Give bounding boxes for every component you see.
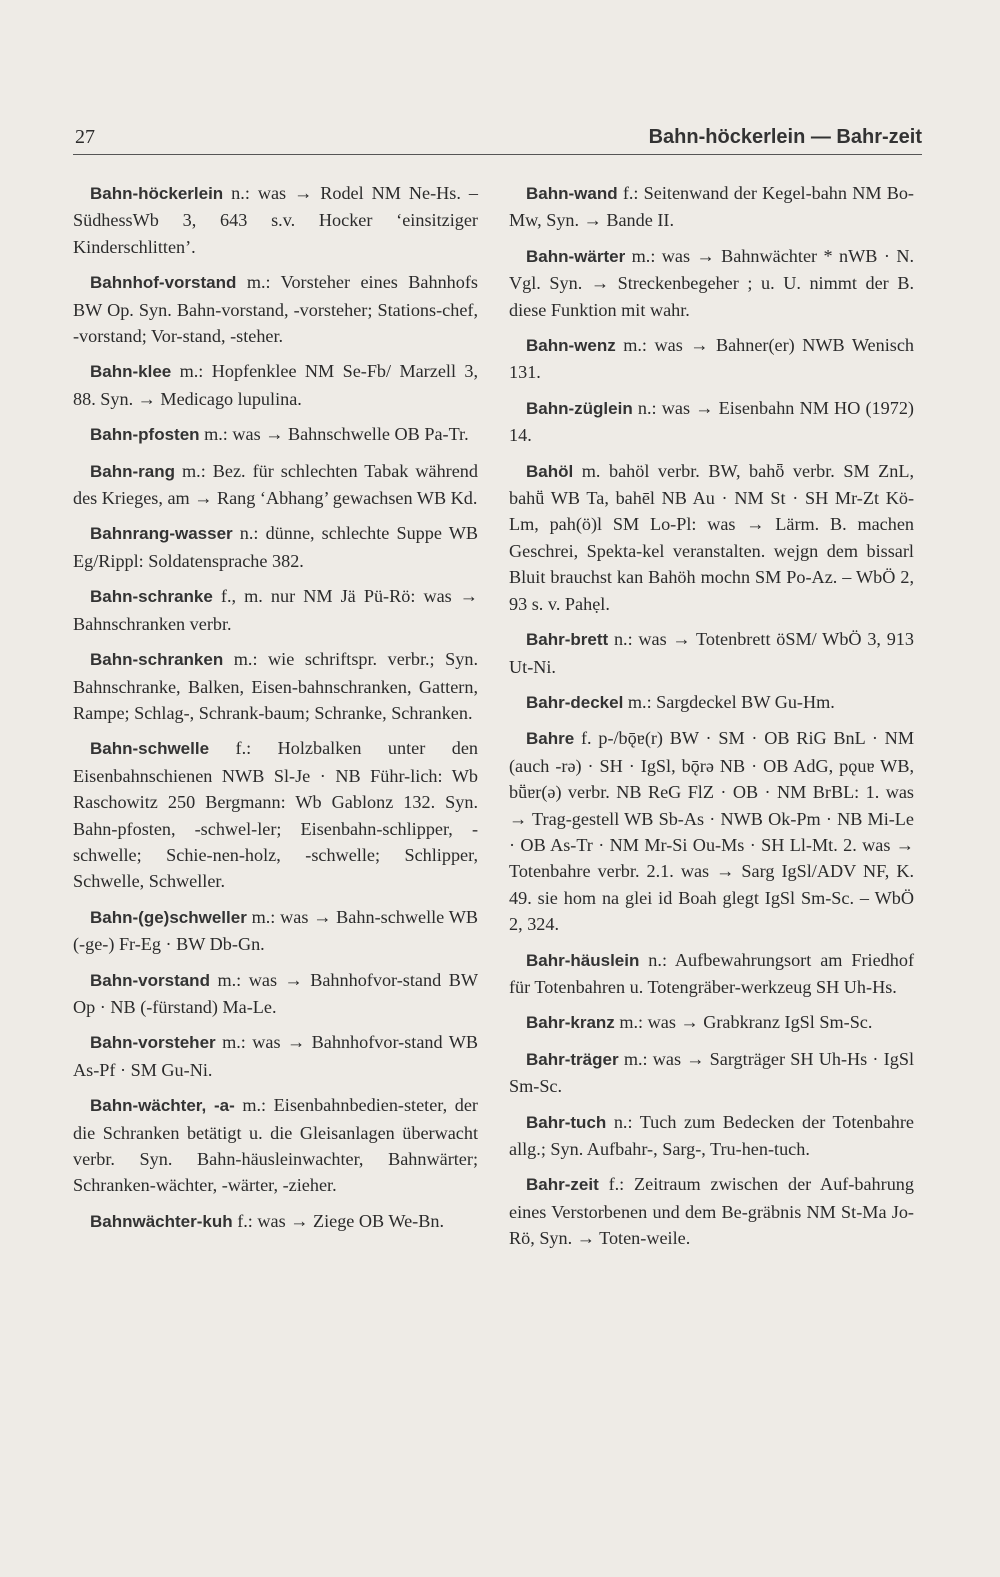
entry-text: m.: was → Bahnhofvor-stand WB As-Pf · SM Gu-Ni. <box>73 1032 479 1080</box>
dictionary-entry <box>73 421 478 448</box>
entry-headword: Bahn-züglein <box>526 398 633 418</box>
entry-text: n.: was → Rodel NM Ne-Hs. – SüdhessWb 3, 643 s.v. Hocker ‘einsitziger Kinderschlitten’. <box>73 183 478 257</box>
entry-headword: Bahr-träger <box>526 1049 619 1069</box>
entry-text: f., m. nur NM Jä Pü-Rö: was → Bahnschranken verbr. <box>73 586 478 634</box>
dictionary-entry <box>509 1171 914 1251</box>
entry-text: m.: wie schriftspr. verbr.; Syn. Bahnschranke, Balken, Eisen-bahnschranken, Gattern, Rampe; Schlag-, Schrank-baum; Schranke, Schranken. <box>73 649 478 723</box>
entry-text: m.: was → Bahner(er) NWB Wenisch 131. <box>509 335 914 383</box>
entry-text: f.: was → Ziege OB We-Bn. <box>237 1210 444 1231</box>
dictionary-entry <box>73 520 478 574</box>
dictionary-entry <box>509 725 914 937</box>
entry-text: m.: was → Bahnschwelle OB Pa-Tr. <box>204 424 469 445</box>
dictionary-entry <box>73 583 478 637</box>
dictionary-entry <box>509 947 914 1001</box>
left-column <box>73 180 478 1244</box>
dictionary-entry <box>509 395 914 449</box>
dictionary-entry <box>509 689 914 716</box>
dictionary-entry <box>73 458 478 512</box>
entry-text: m.: Vorsteher eines Bahnhofs BW Op. Syn. Bahn-vorstand, -vorsteher; Stations-chef, -vorstand; Vor-stand, -steher. <box>73 272 478 347</box>
dictionary-entry <box>73 904 478 958</box>
entry-headword: Bahn-wärter <box>526 246 626 266</box>
entry-headword: Bahn-pfosten <box>90 425 200 445</box>
entry-text: m.: Hopfenklee NM Se-Fb/ Marzell 3, 88. Syn. → Medicago lupulina. <box>73 361 478 409</box>
entry-headword: Bahn-schranken <box>90 650 224 670</box>
entry-headword: Bahnwächter-kuh <box>90 1211 233 1231</box>
entry-text: n.: Aufbewahrungsort am Friedhof für Totenbahren u. Totengräber-werkzeug SH Uh-Hs. <box>509 949 915 997</box>
dictionary-entry <box>73 1029 478 1083</box>
dictionary-entry <box>73 735 478 894</box>
dictionary-entry <box>73 646 478 726</box>
entry-headword: Bahr-deckel <box>526 692 624 712</box>
entry-text: m.: was → Sargträger SH Uh-Hs · IgSl Sm-Sc. <box>509 1048 915 1097</box>
dictionary-entry <box>509 626 914 680</box>
entry-text: m.: Sargdeckel BW Gu-Hm. <box>627 691 835 712</box>
dictionary-entry <box>73 1208 478 1235</box>
entry-headword: Bahn-(ge)schweller <box>90 907 247 927</box>
entry-text: m.: was → Grabkranz IgSl Sm-Sc. <box>619 1012 873 1033</box>
dictionary-entry <box>73 180 478 260</box>
entry-headword: Bahre <box>526 729 575 749</box>
dictionary-entry <box>509 458 914 617</box>
entry-headword: Bahn-schranke <box>90 587 213 607</box>
entry-text: n.: dünne, schlechte Suppe WB Eg/Rippl: Soldatensprache 382. <box>73 523 478 571</box>
entry-headword: Bahn-schwelle <box>90 739 210 759</box>
entry-text: f.: Holzbalken unter den Eisenbahnschienen NWB Sl-Je · NB Führ-lich: Wb Raschowitz 250 Bergmann: Wb Gablonz 132. Syn. Bahn-pfosten, -schwel-ler; Eisenbahn-schlipper, -schwelle; Schie-nen-holz, -schwelle; Schlipper, Schwelle, Schweller. <box>73 738 479 892</box>
entry-text: m. bahöl verbr. BW, bahȫ verbr. SM ZnL, bahṻ WB Ta, bahēl NB Au · NM St · SH Mr-Zt Kö-Lm, pah(ö)l SM Lo-Pl: was → Lärm. B. machen Geschrei, Spekta-kel veranstalten. wejgn dem bissarl Bluit brauchst kan Bahöh mochn SM Po-Az. – WbÖ 2, 93 s. v. Pahẹl. <box>509 460 915 614</box>
entry-text: m.: Bez. für schlechten Tabak während des Krieges, am → Rang ‘Abhang’ gewachsen WB Kd. <box>73 460 478 509</box>
dictionary-entry <box>509 1109 914 1163</box>
running-title: Bahn-höckerlein — Bahr-zeit <box>648 126 922 148</box>
dictionary-entry <box>73 269 478 349</box>
dictionary-entry <box>509 1009 914 1036</box>
entry-headword: Bahn-höckerlein <box>90 184 224 203</box>
entry-headword: Bahnhof-vorstand <box>90 273 237 293</box>
entry-headword: Bahnrang-wasser <box>90 524 233 544</box>
entry-text: m.: was → Bahnwächter * nWB · N. Vgl. Syn. → Streckenbegeher ; u. U. nimmt der B. diese Funktion mit wahr. <box>509 245 915 320</box>
dictionary-entry <box>509 180 914 234</box>
entry-headword: Bahr-zeit <box>526 1175 599 1195</box>
entry-text: n.: Tuch zum Bedecken der Totenbahre allg.; Syn. Aufbahr-, Sarg-, Tru-hen-tuch. <box>509 1111 915 1159</box>
page-number: 27 <box>75 126 95 148</box>
entry-text: f. p-/bǭɐ(r) BW · SM · OB RiG BnL · NM (auch -rə) · SH · IgSl, bǭrə NB · OB AdG, pǫuɐ WB, bṻɐr(ə) verbr. NB ReG FlZ · OB · NM BrBL: 1. was → Trag-gestell WB Sb-As · NWB Ok-Pm · NB Mi-Le · OB As-Tr · NM Mr-Si Ou-Ms · SH Ll-Mt. 2. was → Totenbahre verbr. 2.1. was → Sarg IgSl/ADV NF, K. 49. sie hom na glei id Boah glegt IgSl Sm-Sc. – WbÖ 2, 324. <box>509 728 914 935</box>
entry-headword: Bahn-wächter, -a- <box>90 1096 235 1116</box>
entry-headword: Bahr-tuch <box>526 1112 607 1132</box>
dictionary-entry <box>509 332 914 386</box>
entry-headword: Bahn-wand <box>526 184 618 203</box>
dictionary-entry <box>509 243 914 323</box>
dictionary-entry <box>509 1046 914 1100</box>
dictionary-entry <box>73 1092 478 1199</box>
page-header <box>73 126 922 155</box>
dictionary-entry <box>73 358 478 412</box>
entry-headword: Bahn-rang <box>90 461 175 481</box>
entry-text: m.: Eisenbahnbedien-steter, der die Schranken betätigt u. die Gleisanlagen überwacht verbr. Syn. Bahn-häusleinwachter, Bahnwärter; Schranken-wächter, -wärter, -zieher. <box>73 1095 478 1196</box>
entry-headword: Bahr-häuslein <box>526 950 640 970</box>
entry-headword: Bahn-wenz <box>526 336 616 356</box>
entry-headword: Bahr-kranz <box>526 1013 615 1033</box>
entry-text: m.: was → Bahn-schwelle WB (-ge-) Fr-Eg · BW Db-Gn. <box>73 906 479 955</box>
dictionary-entry <box>73 967 478 1021</box>
entry-headword: Bahn-klee <box>90 362 172 382</box>
entry-text: m.: was → Bahnhofvor-stand BW Op · NB (-fürstand) Ma-Le. <box>73 969 479 1017</box>
right-column <box>509 180 914 1261</box>
entry-headword: Bahöl <box>526 461 574 481</box>
entry-headword: Bahr-brett <box>526 630 609 650</box>
entry-headword: Bahn-vorsteher <box>90 1033 216 1053</box>
entry-text: n.: was → Totenbrett öSM/ WbÖ 3, 913 Ut-Ni. <box>509 629 914 677</box>
entry-headword: Bahn-vorstand <box>90 970 210 990</box>
entry-text: n.: was → Eisenbahn NM HO (1972) 14. <box>509 397 914 446</box>
entry-text: f.: Zeitraum zwischen der Auf-bahrung eines Verstorbenen und dem Be-gräbnis NM St-Ma Jo-Rö, Syn. → Toten-weile. <box>509 1174 914 1249</box>
entry-text: f.: Seitenwand der Kegel-bahn NM Bo-Mw, Syn. → Bande II. <box>509 183 914 231</box>
